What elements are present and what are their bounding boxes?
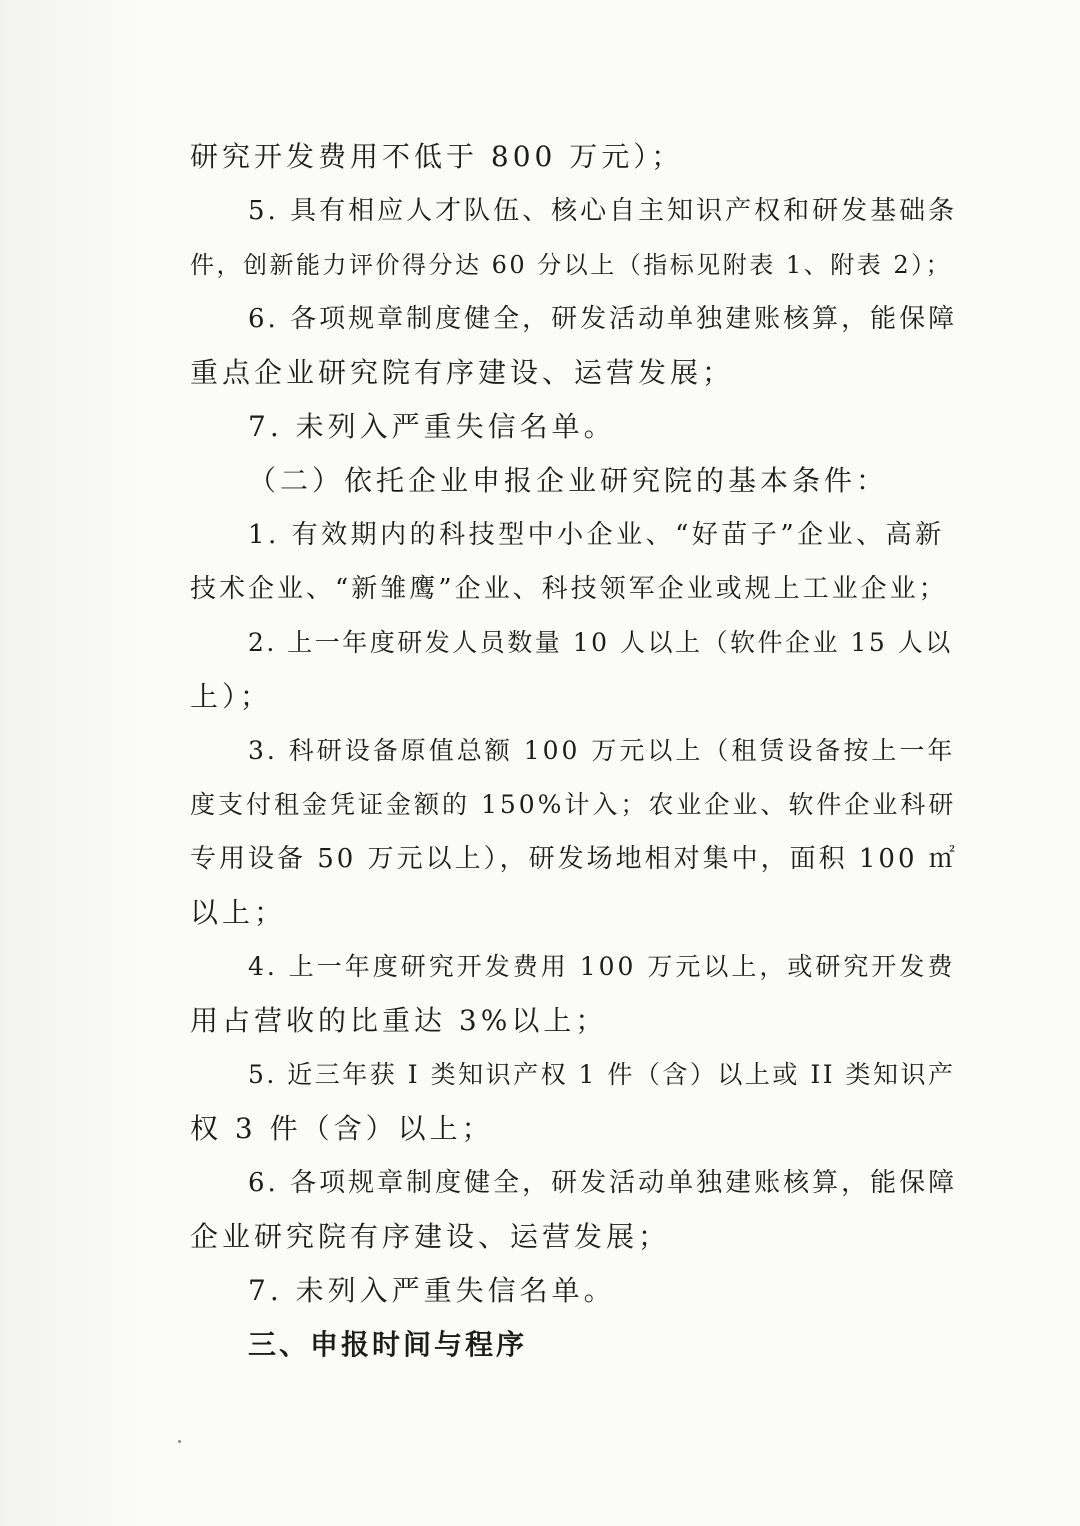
text-line: 技术企业、“新雏鹰”企业、科技领军企业或规上工业企业； — [190, 574, 948, 604]
text-line: 5. 具有相应人才队伍、核心自主知识产权和研发基础条 — [248, 196, 958, 226]
text-line: 2. 上一年度研发人员数量 10 人以上（软件企业 15 人以 — [248, 628, 953, 657]
text-line: 1. 有效期内的科技型中小企业、“好苗子”企业、高新 — [248, 520, 945, 550]
text-line: 专用设备 50 万元以上），研发场地相对集中，面积 100 ㎡ — [190, 844, 958, 874]
scan-shadow — [0, 0, 150, 1526]
text-line: 以上； — [190, 896, 287, 929]
text-line: 4. 上一年度研究开发费用 100 万元以上，或研究开发费 — [248, 952, 956, 981]
text-line: 度支付租金凭证金额的 150%计入；农业企业、软件企业科研 — [190, 790, 957, 819]
text-line: 上）； — [190, 680, 273, 713]
section-heading: 三、申报时间与程序 — [248, 1328, 528, 1361]
text-line: 5. 近三年获 I 类知识产权 1 件（含）以上或 II 类知识产 — [248, 1060, 956, 1089]
scan-speck — [178, 1440, 181, 1443]
text-line: 7. 未列入严重失信名单。 — [248, 410, 616, 443]
text-line: 7. 未列入严重失信名单。 — [248, 1274, 616, 1307]
text-line: 3. 科研设备原值总额 100 万元以上（租赁设备按上一年 — [248, 736, 956, 765]
text-line: 企业研究院有序建设、运营发展； — [190, 1220, 671, 1253]
document-body — [190, 130, 960, 1372]
section-subheading: （二）依托企业申报企业研究院的基本条件： — [248, 464, 889, 497]
text-line: 重点企业研究院有序建设、运营发展； — [190, 356, 735, 389]
text-line: 6. 各项规章制度健全，研发活动单独建账核算，能保障 — [248, 304, 958, 334]
text-line: 权 3 件（含）以上； — [190, 1112, 494, 1145]
text-line: 6. 各项规章制度健全，研发活动单独建账核算，能保障 — [248, 1168, 958, 1198]
text-line: 研究开发费用不低于 800 万元）； — [190, 140, 684, 173]
text-line: 件，创新能力评价得分达 60 分以上（指标见附表 1、附表 2）； — [190, 251, 953, 279]
text-line: 用占营收的比重达 3%以上； — [190, 1004, 608, 1037]
